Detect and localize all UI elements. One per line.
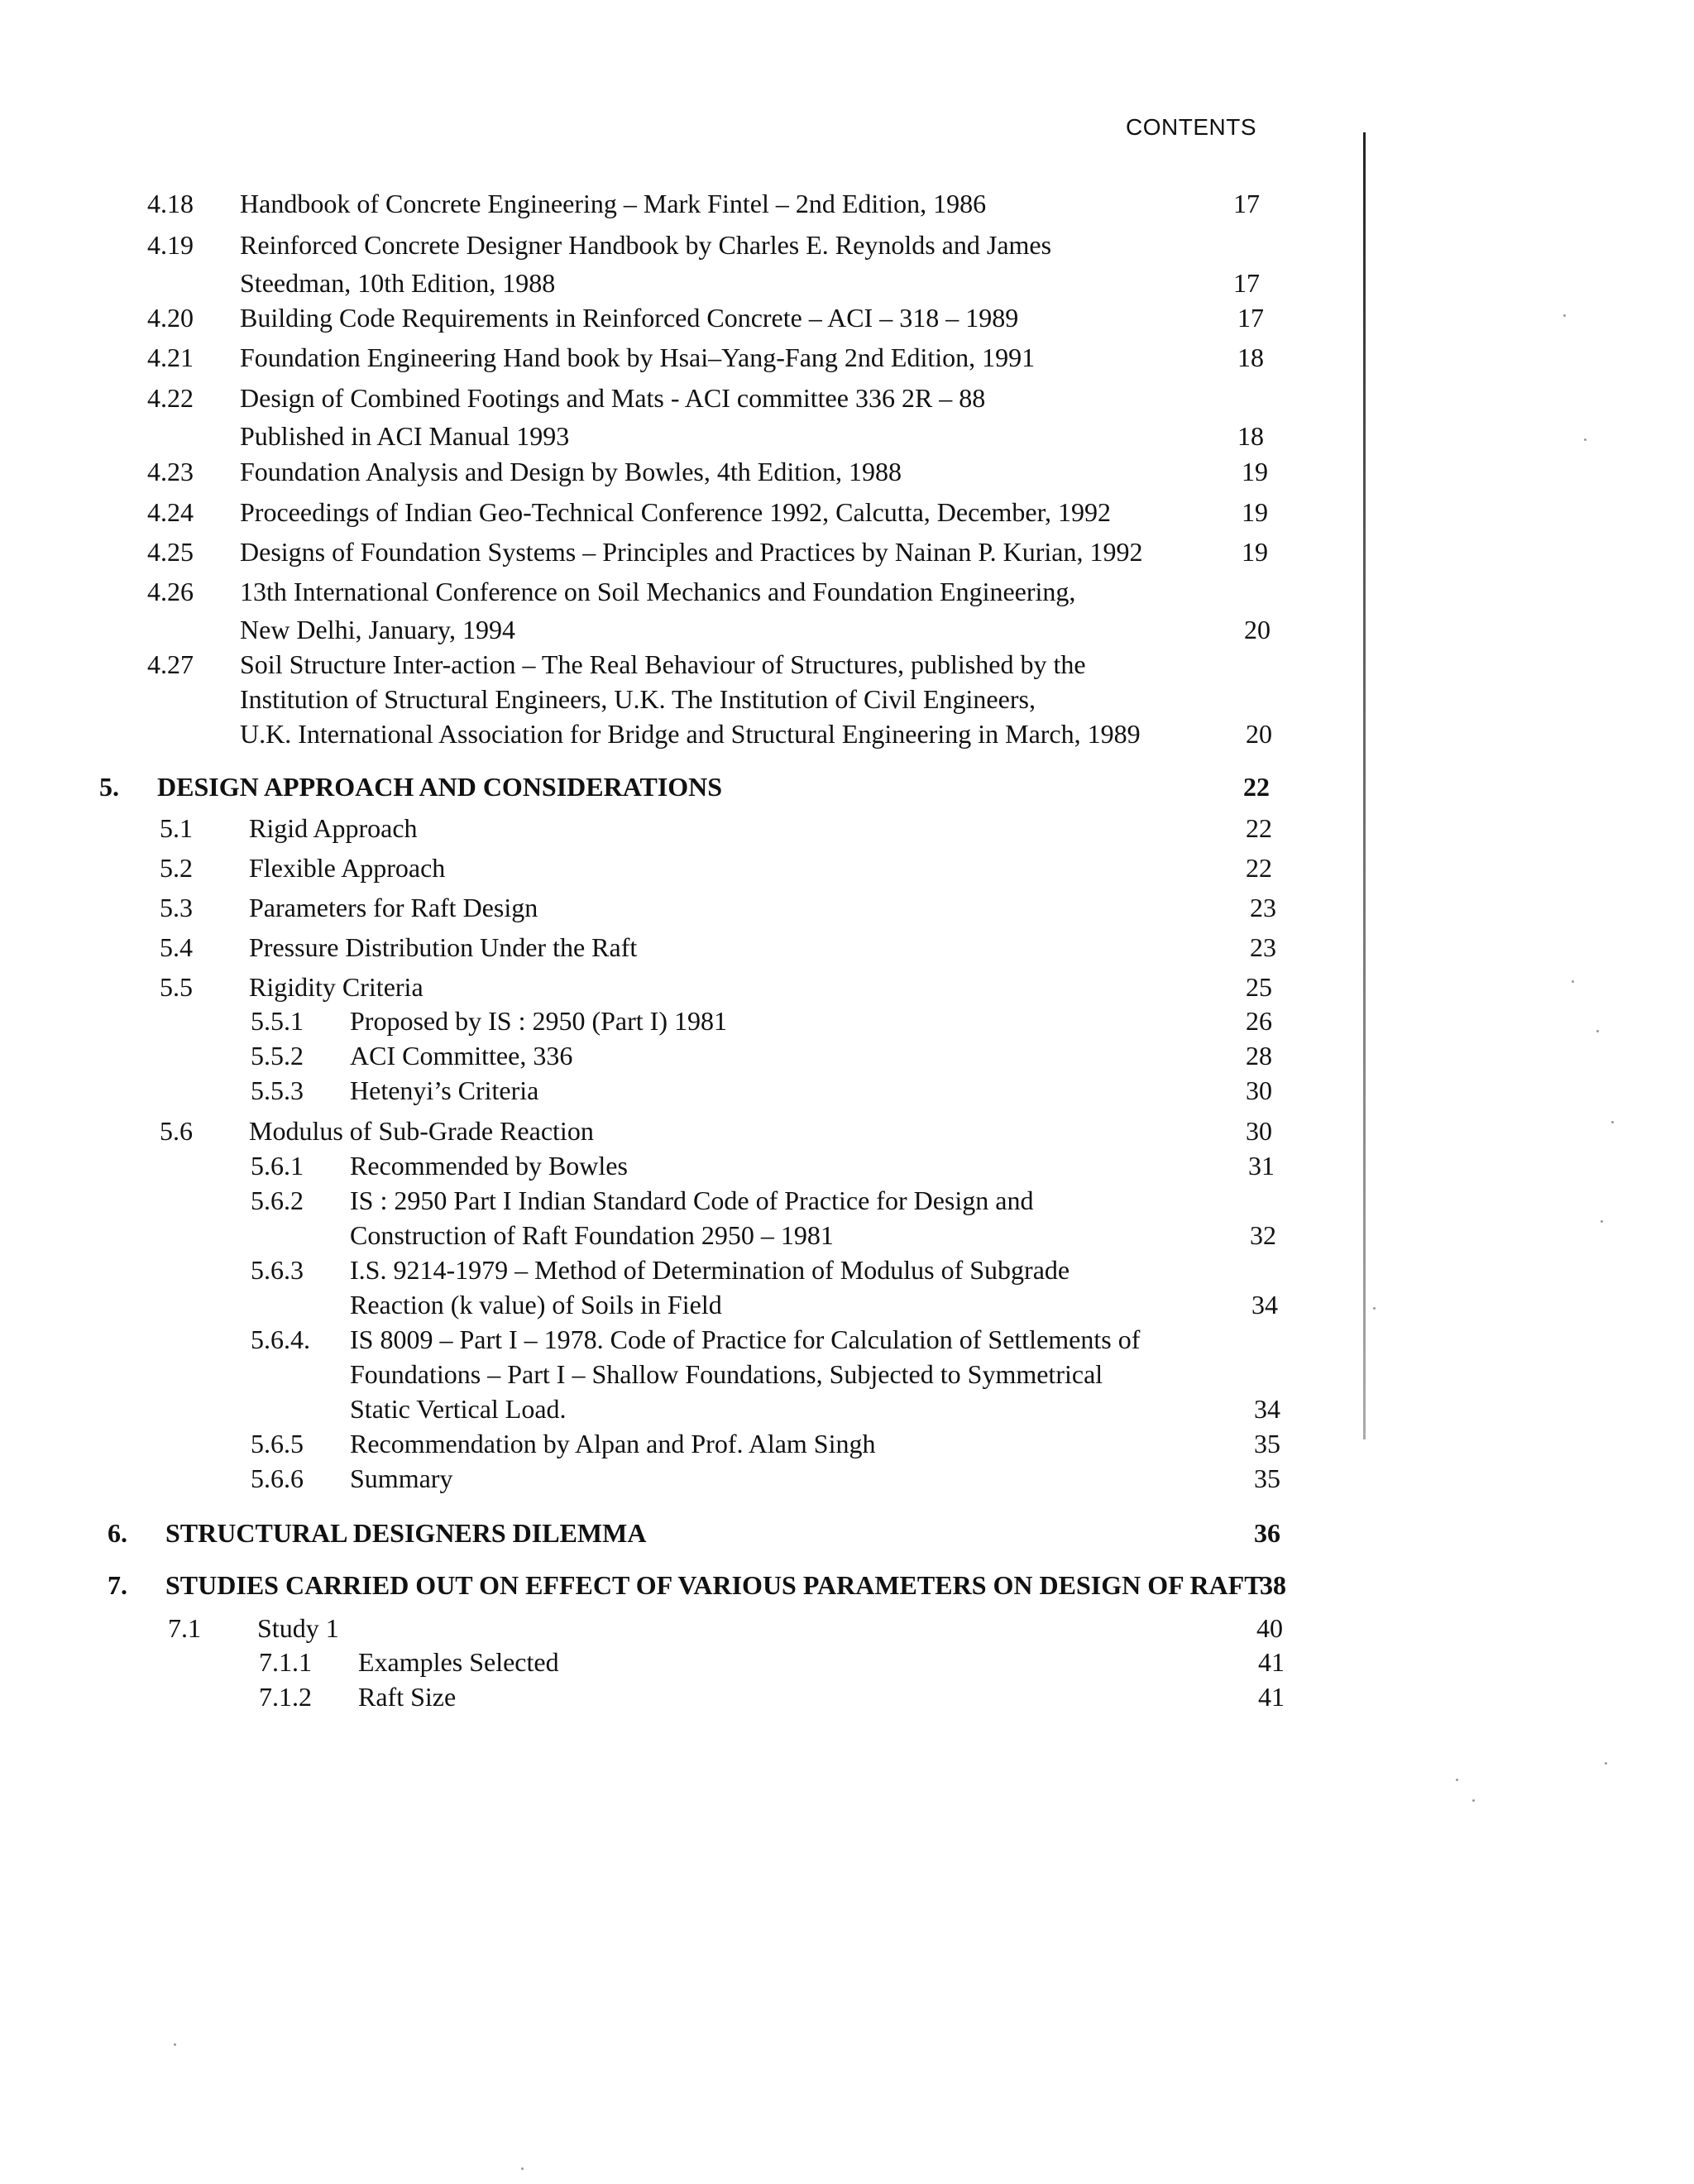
toc-entry-page: 32 (1250, 1220, 1276, 1250)
toc-entry-page: 17 (1233, 189, 1260, 218)
toc-entry-number: 4.24 (147, 497, 194, 527)
toc-entry-page: 20 (1244, 615, 1270, 644)
toc-entry-page: 22 (1246, 813, 1272, 843)
toc-entry (99, 769, 1270, 807)
toc-entry (251, 1322, 1280, 1426)
toc-entry (147, 228, 1260, 304)
toc-entry-page: 38 (1260, 1570, 1286, 1600)
toc-entry (147, 300, 1264, 338)
toc-entry-page: 17 (1233, 268, 1260, 298)
toc-entry-page: 28 (1246, 1041, 1272, 1070)
toc-entry-number: 5.3 (160, 893, 193, 922)
toc-entry (259, 1679, 1285, 1717)
scan-speckle (1456, 1779, 1458, 1781)
toc-entry-number: 5.5.3 (251, 1075, 304, 1105)
toc-entry-number: 5.6.6 (251, 1463, 304, 1493)
toc-entry (251, 1183, 1276, 1252)
toc-entry (147, 186, 1260, 224)
toc-entry-number: 4.26 (147, 577, 194, 606)
scan-speckle (1605, 1762, 1607, 1765)
toc-entry-page: 26 (1246, 1006, 1272, 1036)
toc-entry-page: 19 (1242, 497, 1268, 527)
toc-entry-title: Study 1 (257, 1613, 339, 1643)
toc-entry-title: Rigid Approach (249, 813, 418, 843)
toc-entry-number: 4.23 (147, 457, 194, 486)
toc-entry-number: 5.5.2 (251, 1041, 304, 1070)
toc-entry (251, 1426, 1280, 1464)
toc-entry-title: Reaction (k value) of Soils in Field (350, 1290, 722, 1320)
toc-entry-page: 30 (1246, 1116, 1272, 1146)
toc-entry (251, 1073, 1272, 1111)
toc-entry-title: Building Code Requirements in Reinforced Concrete – ACI – 318 – 1989 (240, 303, 1019, 333)
scan-edge-line (1363, 132, 1366, 1439)
toc-entry-page: 18 (1237, 421, 1264, 451)
toc-entry-page: 23 (1250, 893, 1276, 922)
toc-entry-number: 4.19 (147, 230, 194, 260)
toc-entry (251, 1148, 1275, 1186)
scan-speckle (1596, 1030, 1599, 1032)
toc-entry-page: 17 (1237, 303, 1264, 333)
toc-entry-title: Pressure Distribution Under the Raft (249, 932, 638, 962)
toc-entry (160, 811, 1272, 849)
toc-entry-title: Designs of Foundation Systems – Principles and Practices by Nainan P. Kurian, 1992 (240, 537, 1143, 567)
toc-entry-title: STRUCTURAL DESIGNERS DILEMMA (165, 1518, 647, 1548)
toc-entry-title: IS : 2950 Part I Indian Standard Code of Practice for Design and (350, 1185, 1034, 1215)
toc-entry (160, 970, 1272, 1008)
toc-entry (251, 1252, 1278, 1322)
toc-entry-number: 5. (99, 772, 119, 802)
toc-entry-title: Foundation Engineering Hand book by Hsai–Yang-Fang 2nd Edition, 1991 (240, 342, 1036, 372)
toc-entry (160, 1114, 1272, 1152)
toc-entry-title: IS 8009 – Part I – 1978. Code of Practice for Calculation of Settlements of (350, 1324, 1141, 1354)
toc-entry-number: 7. (108, 1570, 127, 1600)
toc-entry-page: 31 (1248, 1151, 1275, 1181)
toc-entry-page: 19 (1242, 537, 1268, 567)
toc-entry-number: 5.2 (160, 853, 193, 883)
toc-entry-number: 6. (108, 1518, 127, 1548)
toc-entry-number: 4.27 (147, 649, 194, 679)
toc-entry-page: 36 (1254, 1518, 1280, 1548)
toc-entry (108, 1568, 1286, 1606)
toc-entry-title: Flexible Approach (249, 853, 446, 883)
toc-entry-number: 5.6.1 (251, 1151, 304, 1181)
toc-entry-page: 25 (1246, 972, 1272, 1002)
toc-entry-title: Institution of Structural Engineers, U.K. The Institution of Civil Engineers, (240, 684, 1036, 714)
toc-entry-number: 4.21 (147, 342, 194, 372)
toc-entry (147, 381, 1264, 457)
scan-speckle (1584, 438, 1586, 441)
toc-entry-title: Examples Selected (358, 1647, 559, 1677)
toc-entry-title: Summary (350, 1463, 453, 1493)
scan-speckle (174, 2043, 176, 2046)
toc-entry (108, 1516, 1280, 1554)
toc-entry-title: 13th International Conference on Soil Mechanics and Foundation Engineering, (240, 577, 1076, 606)
toc-entry-page: 35 (1254, 1463, 1280, 1493)
toc-entry-number: 5.5.1 (251, 1006, 304, 1036)
scan-speckle (1563, 314, 1566, 317)
page-header: CONTENTS (1126, 114, 1256, 140)
toc-entry-title: Recommendation by Alpan and Prof. Alam Singh (350, 1429, 876, 1458)
toc-entry (147, 647, 1272, 751)
toc-entry-title: DESIGN APPROACH AND CONSIDERATIONS (157, 772, 723, 802)
toc-entry (259, 1645, 1285, 1683)
toc-entry (147, 454, 1268, 492)
toc-entry-page: 34 (1254, 1394, 1280, 1424)
toc-entry-number: 5.6.2 (251, 1185, 304, 1215)
toc-entry-page: 41 (1258, 1647, 1285, 1677)
toc-entry-number: 4.20 (147, 303, 194, 333)
toc-entry-number: 7.1.2 (259, 1682, 312, 1712)
toc-entry-number: 7.1 (168, 1613, 201, 1643)
toc-entry-number: 5.6.3 (251, 1255, 304, 1285)
toc-entry-title: I.S. 9214-1979 – Method of Determination of Modulus of Subgrade (350, 1255, 1070, 1285)
toc-entry-title: Foundation Analysis and Design by Bowles, 4th Edition, 1988 (240, 457, 902, 486)
toc-entry (251, 1461, 1280, 1499)
toc-entry-page: 22 (1246, 853, 1272, 883)
toc-entry-title: Foundations – Part I – Shallow Foundations, Subjected to Symmetrical (350, 1359, 1103, 1389)
scan-speckle (1601, 1220, 1603, 1223)
toc-entry-page: 23 (1250, 932, 1276, 962)
toc-entry-title: Rigidity Criteria (249, 972, 424, 1002)
toc-entry-number: 4.22 (147, 383, 194, 413)
toc-entry (168, 1611, 1283, 1649)
toc-entry-title: Recommended by Bowles (350, 1151, 628, 1181)
toc-entry (147, 495, 1268, 533)
scan-speckle (1472, 1799, 1475, 1802)
toc-entry-number: 4.18 (147, 189, 194, 218)
scan-speckle (521, 2167, 524, 2170)
toc-entry-page: 30 (1246, 1075, 1272, 1105)
toc-entry-title: Handbook of Concrete Engineering – Mark Fintel – 2nd Edition, 1986 (240, 189, 987, 218)
toc-entry-number: 5.6.4. (251, 1324, 310, 1354)
toc-entry (251, 1038, 1272, 1076)
toc-entry (147, 534, 1268, 572)
toc-entry-title: Soil Structure Inter-action – The Real Behaviour of Structures, published by the (240, 649, 1086, 679)
toc-entry (251, 1003, 1272, 1042)
toc-entry (160, 890, 1276, 928)
toc-entry-title: Raft Size (358, 1682, 457, 1712)
toc-entry-page: 20 (1246, 719, 1272, 749)
toc-entry-title: U.K. International Association for Bridge and Structural Engineering in March, 1989 (240, 719, 1141, 749)
toc-entry-title: New Delhi, January, 1994 (240, 615, 515, 644)
toc-entry-title: Proposed by IS : 2950 (Part I) 1981 (350, 1006, 727, 1036)
toc-entry-title: Hetenyi’s Criteria (350, 1075, 539, 1105)
toc-entry-title: Published in ACI Manual 1993 (240, 421, 570, 451)
toc-entry (160, 850, 1272, 888)
toc-entry-title: Steedman, 10th Edition, 1988 (240, 268, 556, 298)
toc-entry-page: 40 (1256, 1613, 1283, 1643)
toc-entry-number: 5.4 (160, 932, 193, 962)
toc-entry-number: 5.6.5 (251, 1429, 304, 1458)
toc-entry-title: Design of Combined Footings and Mats - ACI committee 336 2R – 88 (240, 383, 986, 413)
toc-entry-title: Static Vertical Load. (350, 1394, 567, 1424)
toc-entry (147, 574, 1270, 650)
scan-speckle (1611, 1121, 1614, 1123)
toc-entry-title: STUDIES CARRIED OUT ON EFFECT OF VARIOUS PARAMETERS ON DESIGN OF RAFT (165, 1570, 1262, 1600)
toc-entry-number: 5.6 (160, 1116, 193, 1146)
toc-entry-page: 34 (1251, 1290, 1278, 1320)
toc-entry-title: ACI Committee, 336 (350, 1041, 573, 1070)
toc-entry-title: Parameters for Raft Design (249, 893, 538, 922)
toc-entry-title: Modulus of Sub-Grade Reaction (249, 1116, 594, 1146)
toc-entry (160, 930, 1276, 968)
toc-entry-page: 35 (1254, 1429, 1280, 1458)
toc-entry-number: 7.1.1 (259, 1647, 312, 1677)
scan-speckle (1572, 980, 1574, 983)
toc-entry-page: 19 (1242, 457, 1268, 486)
toc-entry-title: Proceedings of Indian Geo-Technical Conference 1992, Calcutta, December, 1992 (240, 497, 1111, 527)
scan-speckle (1373, 1307, 1376, 1310)
toc-entry-number: 4.25 (147, 537, 194, 567)
toc-entry-title: Construction of Raft Foundation 2950 – 1981 (350, 1220, 834, 1250)
toc-entry-title: Reinforced Concrete Designer Handbook by Charles E. Reynolds and James (240, 230, 1052, 260)
toc-entry-number: 5.1 (160, 813, 193, 843)
toc-entry-page: 18 (1237, 342, 1264, 372)
toc-entry (147, 340, 1264, 378)
toc-entry-page: 41 (1258, 1682, 1285, 1712)
toc-entry-page: 22 (1243, 772, 1270, 802)
toc-entry-number: 5.5 (160, 972, 193, 1002)
